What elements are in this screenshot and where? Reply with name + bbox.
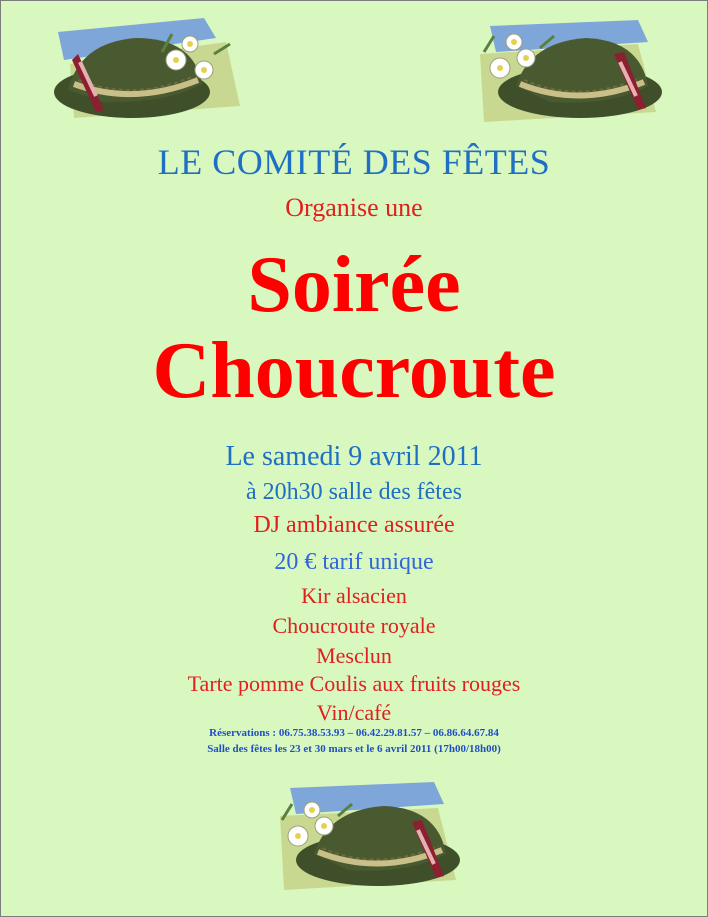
event-date: Le samedi 9 avril 2011 <box>225 441 483 472</box>
price-text: 20 € tarif unique <box>274 549 434 575</box>
alpine-hat-icon <box>470 12 670 130</box>
menu-item: Kir alsacien <box>301 583 407 608</box>
menu-item: Mesclun <box>316 643 392 668</box>
menu-item: Tarte pomme Coulis aux fruits rouges <box>187 671 521 696</box>
alpine-hat-icon <box>268 776 468 896</box>
ticket-sales-text: Salle des fêtes les 23 et 30 mars et le 6 avril 2011 (17h00/18h00) <box>207 743 501 755</box>
menu-item: Choucroute royale <box>272 613 436 638</box>
alpine-hat-icon <box>44 14 244 126</box>
reservations-text: Réservations : 06.75.38.53.93 – 06.42.29.81.57 – 06.86.64.67.84 <box>209 727 499 739</box>
menu-item: Vin/café <box>316 700 392 725</box>
organizer-heading: LE COMITÉ DES FÊTES <box>157 142 551 182</box>
event-time-place: à 20h30 salle des fêtes <box>246 479 462 505</box>
dj-text: DJ ambiance assurée <box>253 512 455 538</box>
event-title-line1: Soirée <box>247 241 461 329</box>
intro-text: Organise une <box>285 193 423 222</box>
event-title-line2: Choucroute <box>152 327 556 415</box>
